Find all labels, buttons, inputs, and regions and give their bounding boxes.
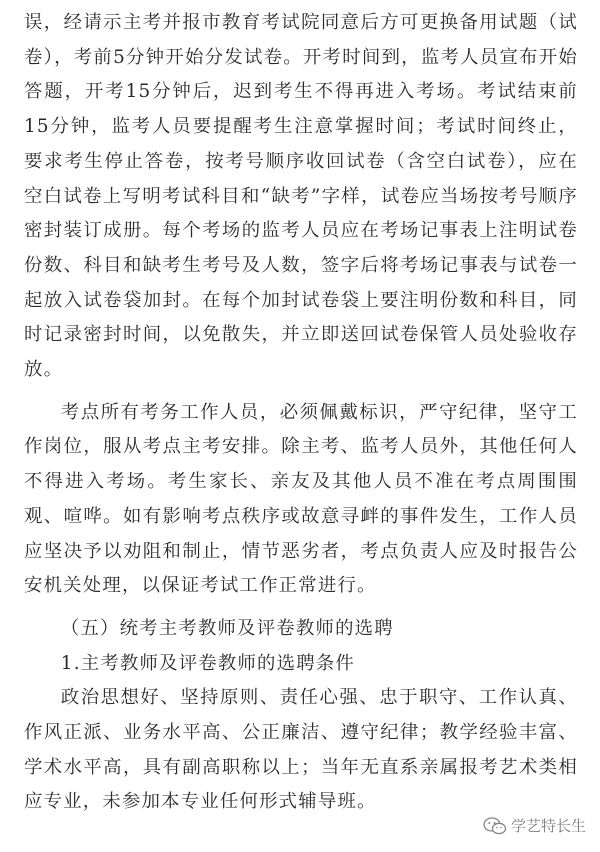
section-heading: （五）统考主考教师及评卷教师的选聘 xyxy=(60,617,394,639)
subheading: 1.主考教师及评卷教师的选聘条件 xyxy=(60,652,356,674)
exam-procedure-paragraph: 误，经请示主考并报市教育考试院同意后方可更换备用试题（试卷），考前5分钟开始分发试卷。开考时间到，监考人员宣布开始答题，开考15分钟后，迟到考生不得再进入考场。考试结束前15分钟，监考人员要提醒考生注意掌握时间；考试时间终止，要求考生停止答卷，按考号顺序收回试卷（含空白试卷），应在空白试卷上写明考试科目和“缺考”字样，试卷应当场按考号顺序密封装订成册。每个考场的监考人员应在考场记事表上注明试卷份数、科目和缺考生考号及人数，签字后将考场记事表与试卷一起放入试卷袋加封。在每个加封试卷袋上要注明份数和科目，同时记录密封时间，以免散失，并立即送回试卷保管人员处验收存放。 xyxy=(24,12,578,381)
wechat-icon xyxy=(483,817,507,835)
account-watermark xyxy=(483,815,586,836)
staff-discipline-paragraph: 考点所有考务工作人员，必须佩戴标识，严守纪律，坚守工作岗位，服从考点主考安排。除主考、监考人员外，其他任何人不得进入考场。考生家长、亲友及其他人员不准在考点周围围观、喧哗。如有影响考点秩序或故意寻衅的事件发生，工作人员应坚决予以劝阻和制止，情节恶劣者，考点负责人应及时报告公安机关处理，以保证考试工作正常进行。 xyxy=(24,401,578,597)
selection-criteria-paragraph: 政治思想好、坚持原则、责任心强、忠于职守、工作认真、作风正派、业务水平高、公正廉洁、遵守纪律；教学经验丰富、学术水平高，具有副高职称以上；当年无直系亲属报考艺术类相应专业，未参加本专业任何形式辅导班。 xyxy=(24,687,578,813)
watermark-text: 学艺特长生 xyxy=(510,817,586,835)
